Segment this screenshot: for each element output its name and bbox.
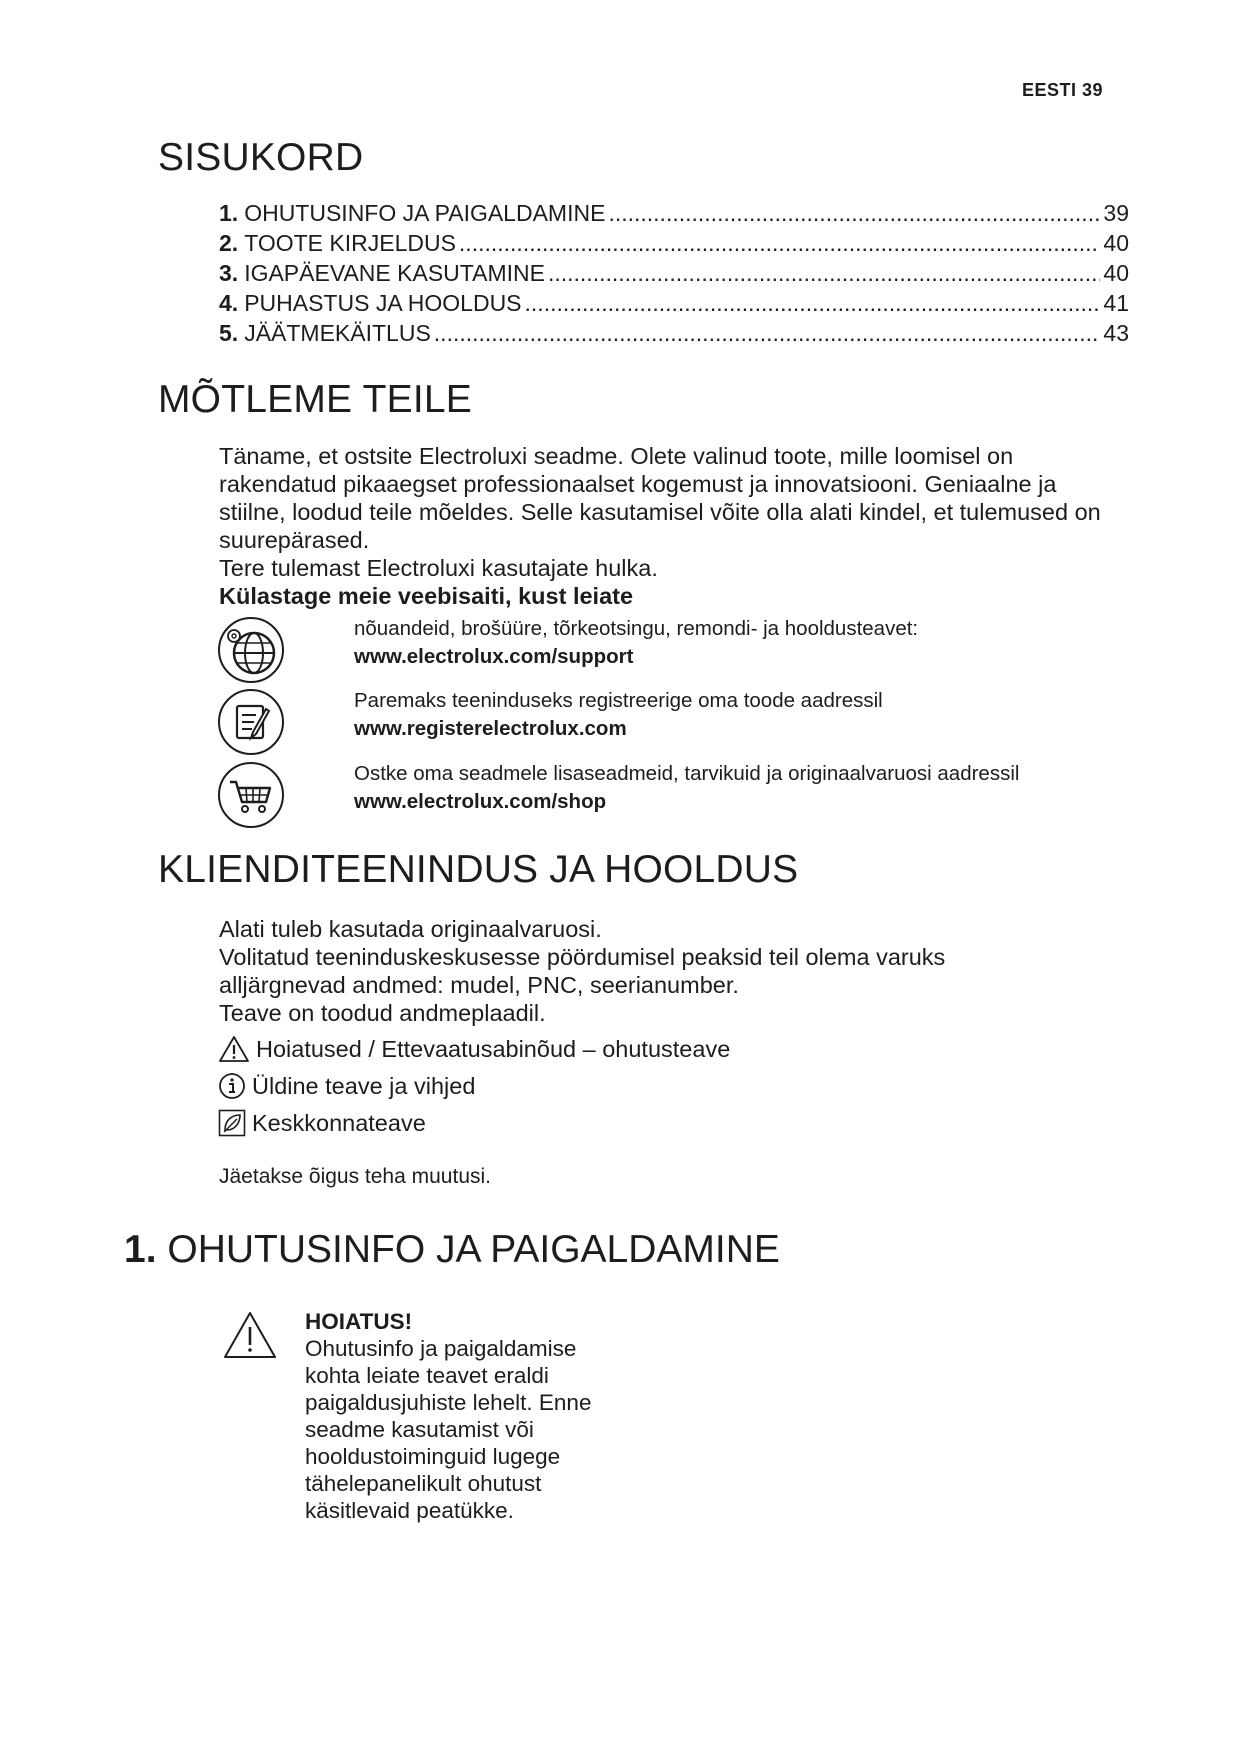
support-url-link[interactable]: www.electrolux.com/support bbox=[354, 645, 634, 668]
warning-icon bbox=[222, 1310, 278, 1360]
register-link-row bbox=[216, 687, 1116, 757]
symbol-environment-row bbox=[218, 1107, 426, 1139]
toc-entry-page: 43 bbox=[1103, 320, 1129, 346]
thinking-paragraph: Täname, et ostsite Electroluxi seadme. Olete valinud toote, mille loomisel on rakendatud pikaaegset professionaalset kogemust ja innovatsiooni. Geniaalne ja stiilne, loodud teile mõeldes. Selle kasutamisel võite olla alati kindel, et tulemused on suurepärased. bbox=[219, 443, 1101, 553]
thinking-title: MÕTLEME TEILE bbox=[158, 378, 472, 421]
shop-url-link[interactable]: www.electrolux.com/shop bbox=[354, 790, 607, 813]
globe-icon bbox=[216, 615, 286, 685]
toc-entry-label: PUHASTUS JA HOOLDUS bbox=[244, 290, 522, 316]
warning-text: Ohutusinfo ja paigaldamise kohta leiate teavet eraldi paigaldusjuhiste lehelt. Enne seadme kasutamist või hooldustoiminguid lugege tähelepanelikult ohutust käsitlevaid peatükke. bbox=[305, 1336, 592, 1523]
symbol-warning-text: Hoiatused / Ettevaatusabinõud – ohutusteave bbox=[256, 1035, 731, 1062]
toc-entry-page: 40 bbox=[1103, 260, 1129, 286]
toc-leader-dots bbox=[608, 198, 1100, 228]
toc-leader-dots bbox=[459, 228, 1100, 258]
register-icon bbox=[216, 687, 286, 757]
toc-entry-page: 41 bbox=[1103, 290, 1129, 316]
customer-line-1: Alati tuleb kasutada originaalvaruosi. bbox=[219, 916, 602, 942]
info-icon bbox=[218, 1072, 246, 1100]
symbol-info-text: Üldine teave ja vihjed bbox=[252, 1072, 476, 1099]
warning-box bbox=[305, 1308, 625, 1524]
shop-link-row bbox=[216, 760, 1116, 830]
toc-entry-label: TOOTE KIRJELDUS bbox=[244, 230, 456, 256]
cart-icon bbox=[216, 760, 286, 830]
toc-leader-dots bbox=[548, 258, 1100, 288]
section-1-heading: OHUTUSINFO JA PAIGALDAMINE bbox=[167, 1228, 780, 1271]
customer-service-body bbox=[219, 915, 1019, 1027]
symbol-info-row bbox=[218, 1070, 475, 1102]
warning-icon bbox=[218, 1035, 250, 1063]
toc-entry-page: 40 bbox=[1103, 230, 1129, 256]
toc-entry-label: IGAPÄEVANE KASUTAMINE bbox=[244, 260, 545, 286]
toc-entry-number: 4. bbox=[219, 290, 239, 316]
toc-entry-number: 3. bbox=[219, 260, 239, 286]
support-link-text bbox=[354, 615, 918, 671]
toc-entry-number: 5. bbox=[219, 320, 239, 346]
toc-entry[interactable] bbox=[219, 258, 1129, 288]
toc-leader-dots bbox=[525, 288, 1101, 318]
section-1-title bbox=[124, 1228, 780, 1272]
thinking-body bbox=[219, 442, 1119, 610]
section-1-number: 1. bbox=[124, 1228, 157, 1271]
toc-entry[interactable] bbox=[219, 228, 1129, 258]
customer-service-title: KLIENDITEENINDUS JA HOOLDUS bbox=[158, 848, 799, 891]
customer-line-3: Teave on toodud andmeplaadil. bbox=[219, 1000, 546, 1026]
customer-line-2: Volitatud teeninduskeskusesse pöördumisel peaksid teil olema varuks alljärgnevad andmed: mudel, PNC, seerianumber. bbox=[219, 944, 946, 998]
page-number-label: EESTI 39 bbox=[1021, 80, 1103, 100]
change-note: Jäetakse õigus teha muutusi. bbox=[219, 1165, 491, 1188]
shop-link-text bbox=[354, 760, 1019, 816]
support-description: nõuandeid, brošüüre, tõrkeotsingu, remondi- ja hooldusteavet: bbox=[354, 617, 919, 640]
toc-entry[interactable] bbox=[219, 288, 1129, 318]
register-link-text bbox=[354, 687, 883, 743]
symbol-environment-text: Keskkonnateave bbox=[252, 1109, 426, 1136]
welcome-line: Tere tulemast Electroluxi kasutajate hulka. bbox=[219, 555, 658, 581]
environment-icon bbox=[218, 1109, 246, 1137]
toc-entry-page: 39 bbox=[1103, 200, 1129, 226]
symbol-warning-row bbox=[218, 1033, 730, 1065]
toc-entry-number: 1. bbox=[219, 200, 239, 226]
toc-entry[interactable] bbox=[219, 318, 1129, 348]
toc-entry[interactable] bbox=[219, 198, 1129, 228]
table-of-contents bbox=[219, 198, 1129, 348]
toc-leader-dots bbox=[434, 318, 1101, 348]
visit-line: Külastage meie veebisaiti, kust leiate bbox=[219, 583, 634, 609]
toc-title: SISUKORD bbox=[158, 136, 364, 179]
toc-entry-number: 2. bbox=[219, 230, 239, 256]
warning-title: HOIATUS! bbox=[305, 1309, 413, 1334]
register-url-link[interactable]: www.registerelectrolux.com bbox=[354, 717, 627, 740]
support-link-row bbox=[216, 615, 1116, 685]
toc-entry-label: OHUTUSINFO JA PAIGALDAMINE bbox=[244, 200, 606, 226]
register-description: Paremaks teeninduseks registreerige oma toode aadressil bbox=[354, 689, 883, 712]
shop-description: Ostke oma seadmele lisaseadmeid, tarvikuid ja originaalvaruosi aadressil bbox=[354, 762, 1020, 785]
toc-entry-label: JÄÄTMEKÄITLUS bbox=[244, 320, 431, 346]
